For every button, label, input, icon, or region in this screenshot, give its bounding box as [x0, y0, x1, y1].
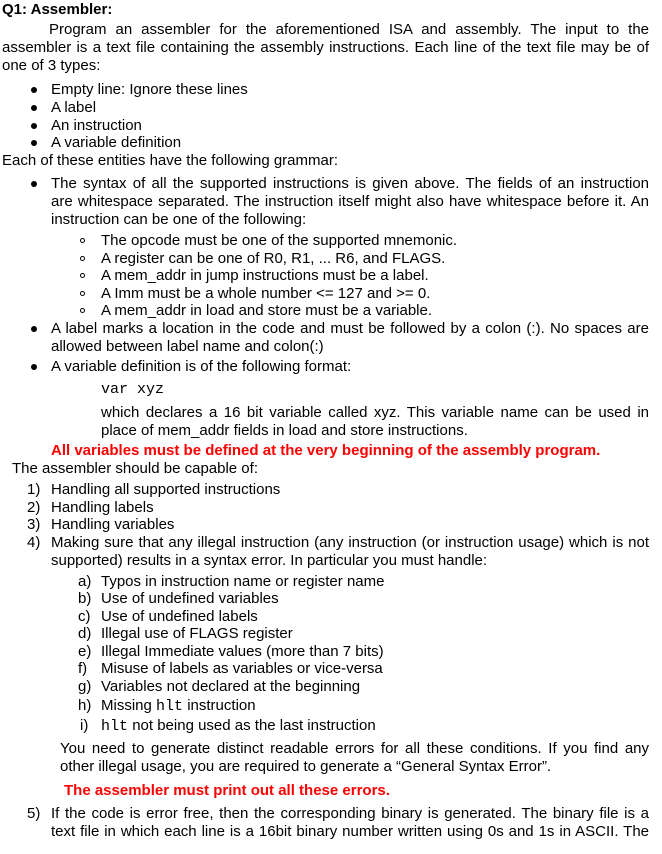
bullet-icon — [31, 326, 37, 332]
error-item — [101, 717, 376, 736]
error-note-line-2: other illegal usage, you are required to generate a “General Syntax Error”. — [60, 758, 552, 775]
variable-warning: All variables must be defined at the very beginning of the assembly program. — [51, 442, 601, 459]
instruction-rule: A register can be one of R0, R1, ... R6, and FLAGS. — [101, 250, 446, 267]
type-item: An instruction — [51, 117, 142, 134]
capability-item: Handling variables — [51, 516, 175, 533]
capability-item: Handling labels — [51, 499, 154, 516]
intro-line-1: Program an assembler for the aforementioned ISA and assembly. The input to the — [49, 21, 649, 38]
question-title: Q1: Assembler: — [2, 1, 113, 18]
list-letter: b) — [78, 590, 92, 607]
variable-code-example: var xyz — [101, 381, 165, 398]
list-letter: e) — [78, 643, 92, 660]
instruction-syntax-line-2: are whitespace separated. The instruction itself might also have whitespace before it. An — [51, 193, 649, 210]
label-grammar-line-2: allowed between label name and colon(:) — [51, 338, 324, 355]
type-item: A label — [51, 99, 97, 116]
capability-item-line-1: Making sure that any illegal instruction (any instruction (or instruction usage) which is not — [51, 534, 649, 551]
capability-item: Handling all supported instructions — [51, 481, 281, 498]
circle-bullet-icon — [80, 238, 85, 243]
variable-description-line-1: which declares a 16 bit variable called xyz. This variable name can be used in — [101, 404, 649, 421]
list-number: 5) — [27, 805, 41, 822]
capability-item-line-2: supported) results in a syntax error. In particular you must handle: — [51, 552, 488, 569]
error-item: Use of undefined variables — [101, 590, 279, 607]
error-item: Misuse of labels as variables or vice-versa — [101, 660, 383, 677]
grammar-intro: Each of these entities have the following grammar: — [2, 152, 339, 169]
list-letter: d) — [78, 625, 92, 642]
instruction-syntax-line-3: instruction can be one of the following: — [51, 211, 307, 228]
list-letter: g) — [78, 678, 92, 695]
intro-line-3: one of 3 types: — [2, 57, 101, 74]
capability-item-line-1: If the code is error free, then the corresponding binary is generated. The binary file is a — [51, 805, 649, 822]
error-item: Illegal Immediate values (more than 7 bits) — [101, 643, 384, 660]
list-letter: f) — [78, 660, 88, 677]
list-letter: i) — [80, 717, 89, 734]
instruction-rule: A mem_addr in jump instructions must be a label. — [101, 267, 429, 284]
type-item: A variable definition — [51, 134, 182, 151]
bullet-icon — [31, 123, 37, 129]
instruction-syntax-line-1: The syntax of all the supported instructions is given above. The fields of an instruction — [51, 175, 649, 192]
label-grammar-line-1: A label marks a location in the code and must be followed by a colon (:). No spaces are — [51, 320, 649, 337]
bullet-icon — [31, 364, 37, 370]
code-token: hlt — [101, 718, 129, 735]
error-text: not being used as the last instruction — [132, 717, 376, 734]
capability-item-line-2: text file in which each line is a 16bit binary number written using 0s and 1s in ASCII. The — [51, 823, 649, 840]
variable-description-line-2: place of mem_addr fields in load and store instructions. — [101, 422, 468, 439]
error-item: Illegal use of FLAGS register — [101, 625, 293, 642]
error-text: Missing — [101, 697, 152, 714]
capabilities-intro: The assembler should be capable of: — [12, 460, 258, 477]
list-number: 4) — [27, 534, 41, 551]
print-errors-warning: The assembler must print out all these errors. — [64, 782, 390, 799]
variable-grammar-line: A variable definition is of the following format: — [51, 358, 352, 375]
list-letter: c) — [78, 608, 91, 625]
instruction-rule: A mem_addr in load and store must be a variable. — [101, 302, 433, 319]
code-token: hlt — [156, 698, 184, 715]
type-item: Empty line: Ignore these lines — [51, 81, 248, 98]
intro-line-2: assembler is a text file containing the assembly instructions. Each line of the text file may be of — [2, 39, 649, 56]
instruction-rule: A Imm must be a whole number <= 127 and >= 0. — [101, 285, 431, 302]
list-number: 1) — [27, 481, 41, 498]
list-letter: h) — [78, 697, 92, 714]
error-text: instruction — [187, 697, 256, 714]
bullet-icon — [31, 181, 37, 187]
circle-bullet-icon — [80, 256, 85, 261]
error-note-line-1: You need to generate distinct readable errors for all these conditions. If you find any — [60, 740, 649, 757]
circle-bullet-icon — [80, 273, 85, 278]
bullet-icon — [31, 105, 37, 111]
error-item: Use of undefined labels — [101, 608, 258, 625]
bullet-icon — [31, 140, 37, 146]
error-item — [101, 697, 256, 716]
bullet-icon — [31, 87, 37, 93]
instruction-rule: The opcode must be one of the supported mnemonic. — [101, 232, 458, 249]
error-item: Variables not declared at the beginning — [101, 678, 361, 695]
circle-bullet-icon — [80, 308, 85, 313]
error-item: Typos in instruction name or register name — [101, 573, 385, 590]
list-number: 3) — [27, 516, 41, 533]
list-number: 2) — [27, 499, 41, 516]
circle-bullet-icon — [80, 291, 85, 296]
list-letter: a) — [78, 573, 92, 590]
